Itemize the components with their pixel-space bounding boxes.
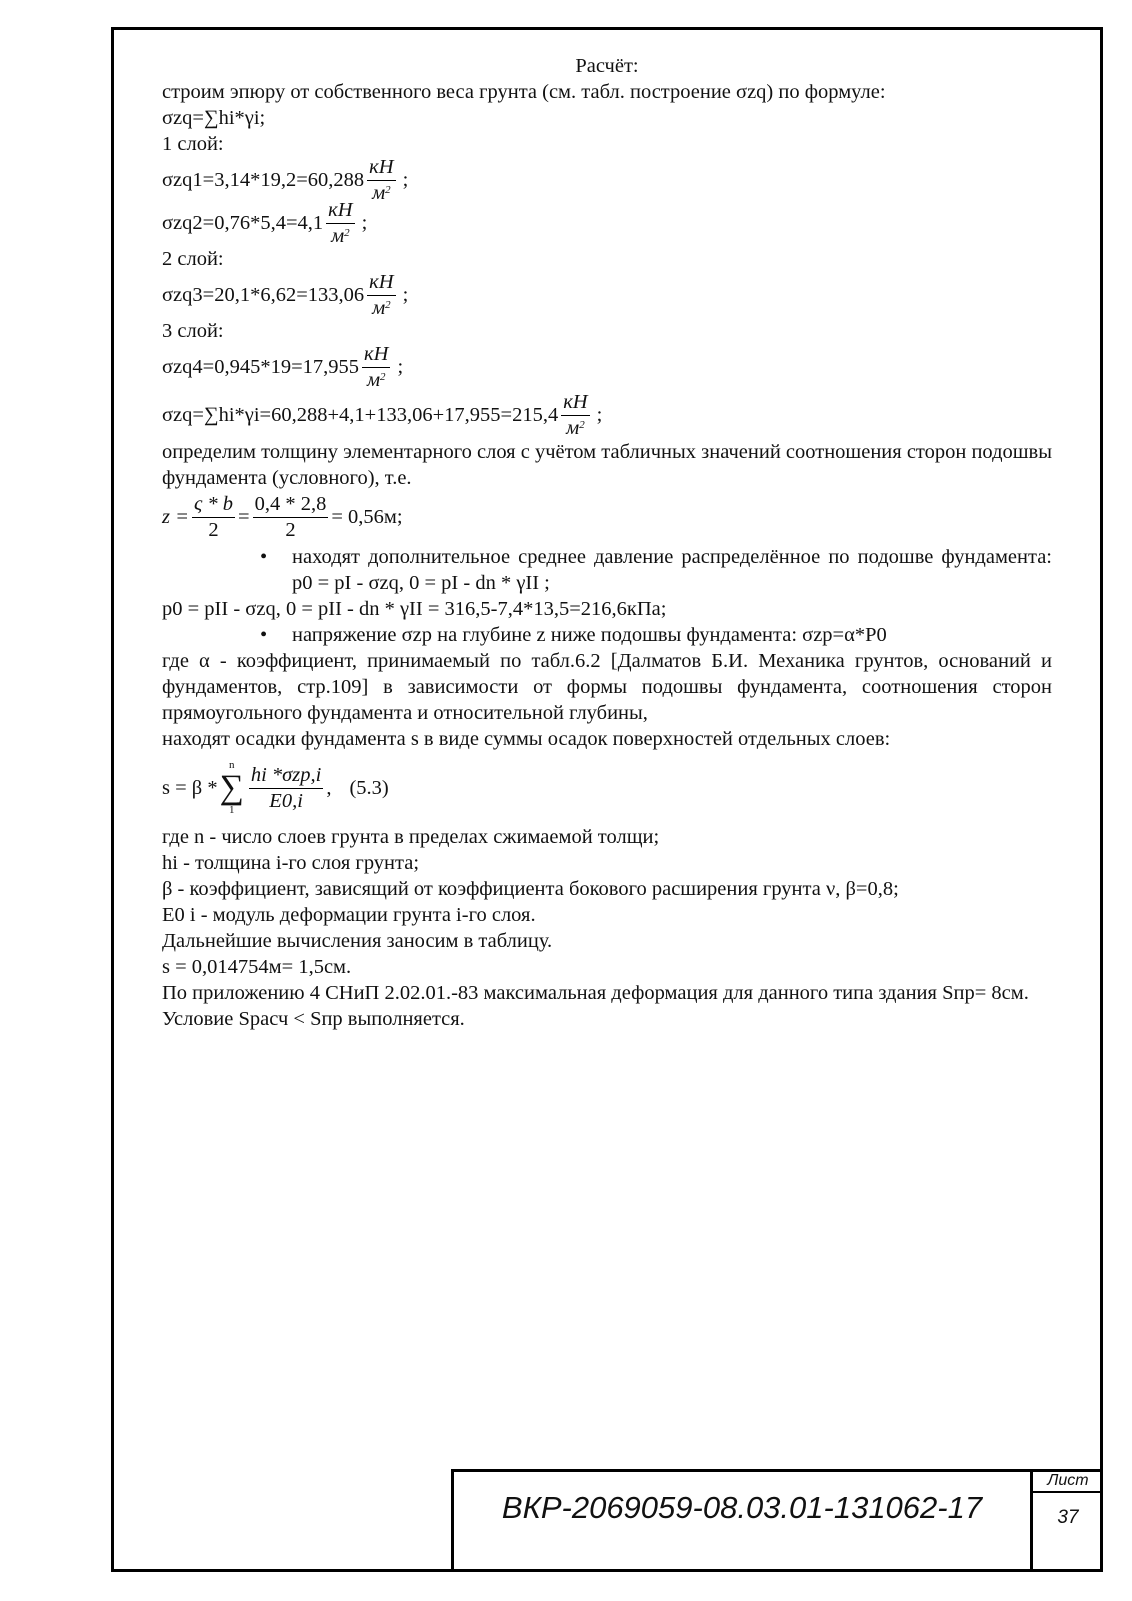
sigma-zq4-text: σzq4=0,945*19=17,955 — [162, 356, 360, 378]
intro-line: строим эпюру от собственного веса грунта (см. табл. построение σzq) по формуле: — [162, 81, 886, 103]
sigma-total-text: σzq=∑hi*γi=60,288+4,1+133,06+17,955=215,4 — [162, 404, 559, 426]
settlement-formula: s = β * n ∑ 1 $\frac{\text{hi *σzp,i}}{E0,i}$ , (5.3) — [162, 759, 389, 816]
definition-n: где n - число слоев грунта в пределах сжимаемой толщи; — [162, 826, 660, 848]
bullet-pressure: • находят дополнительное среднее давление распределённое по подошве фундамента: p0 = pI - σzq, 0 = pI - dn * γII ; — [260, 546, 1052, 594]
unit-fraction: $\frac{кН}{м^2}$ — [328, 199, 353, 247]
sheet-label: Лист — [1047, 1472, 1089, 1489]
sigma-zq1-text: σzq1=3,14*19,2=60,288 — [162, 169, 365, 191]
sigma-zq4-line: σzq4=0,945*19=17,955 $\frac{кН}{м^2}$ ; — [162, 343, 404, 391]
definition-beta: β - коэффициент, зависящий от коэффициента бокового расширения грунта ν, β=0,8; — [162, 878, 899, 900]
sheet-number: 37 — [1057, 1507, 1079, 1528]
sigma-zq2-line: σzq2=0,76*5,4=4,1 $\frac{кН}{м^2}$ ; — [162, 199, 368, 247]
condition-line: Условие Sрасч < Sпр выполняется. — [162, 1008, 465, 1030]
bullet-stress: • напряжение σzp на глубине z ниже подошвы фундамента: σzp=α*P0 — [260, 624, 887, 646]
sigma-zq1-line: σzq1=3,14*19,2=60,288 $\frac{кН}{м^2}$ ; — [162, 156, 409, 204]
z-formula: z = $\frac{\varsigma * b}{2}$ = $\frac{0,4 * 2,8}{2}$ = 0,56м; — [162, 493, 403, 541]
snip-paragraph: По приложению 4 СНиП 2.02.01.-83 максимальная деформация для данного типа здания Sпр= 8см. — [162, 982, 1029, 1004]
unit-fraction: $\frac{кН}{м^2}$ — [364, 343, 389, 391]
sigma-total-line: σzq=∑hi*γi=60,288+4,1+133,06+17,955=215,4 $\frac{кН}{м^2}$ ; — [162, 391, 603, 439]
stamp-top-border — [451, 1469, 1103, 1472]
sigma-zq3-line: σzq3=20,1*6,62=133,06 $\frac{кН}{м^2}$ ; — [162, 271, 409, 319]
definition-h: hi - толщина i-го слоя грунта; — [162, 852, 420, 874]
definition-e: E0 i - модуль деформации грунта i-го слоя. — [162, 904, 536, 926]
sum-formula: σzq=∑hi*γi; — [162, 107, 266, 129]
document-code: ВКР-2069059-08.03.01-131062-17 — [501, 1490, 983, 1525]
z-fraction-1: $\frac{\varsigma * b}{2}$ — [193, 493, 234, 541]
sum-symbol: n ∑ 1 — [219, 759, 244, 816]
sigma-zq2-text: σzq2=0,76*5,4=4,1 — [162, 212, 324, 234]
alpha-paragraph: где α - коэффициент, принимаемый по табл.6.2 [Далматов Б.И. Механика грунтов, оснований и фундаментов, стр.109] в зависимости от формы подошвы фундамента, соотношения сторон прямоугольного фундамента и относительной глубины, — [162, 650, 1052, 724]
layer-3-heading: 3 слой: — [162, 320, 224, 342]
thickness-paragraph: определим толщину элементарного слоя с учётом табличных значений соотношения сторон подошвы фундамента (условного), т.е. — [162, 441, 1052, 489]
layer-2-heading: 2 слой: — [162, 248, 224, 270]
settlement-fraction: $\frac{\text{hi *σzp,i}}{E0,i}$ — [250, 764, 322, 812]
stamp-sheet-divider — [1030, 1491, 1103, 1493]
document-body — [162, 53, 1052, 1032]
settlement-result: s = 0,014754м= 1,5см. — [162, 956, 352, 978]
settlement-paragraph: находят осадки фундамента s в виде суммы осадок поверхностей отдельных слоев: — [162, 728, 891, 750]
bullet-icon: • — [260, 546, 268, 568]
unit-fraction: $\frac{кН}{м^2}$ — [563, 391, 588, 439]
bullet-icon: • — [260, 624, 268, 646]
unit-fraction: $\frac{кН}{м^2}$ — [369, 271, 394, 319]
sigma-zq3-text: σzq3=20,1*6,62=133,06 — [162, 284, 365, 306]
layer-1-heading: 1 слой: — [162, 133, 224, 155]
page-title: Расчёт: — [575, 55, 639, 77]
z-fraction-2: $\frac{0,4 * 2,8}{2}$ — [254, 493, 327, 541]
p0-calculation: p0 = pII - σzq, 0 = pII - dn * γII = 316,5-7,4*13,5=216,6кПа; — [162, 598, 667, 620]
unit-fraction: $\frac{кН}{м^2}$ — [369, 156, 394, 204]
further-calc: Дальнейшие вычисления заносим в таблицу. — [162, 930, 553, 952]
